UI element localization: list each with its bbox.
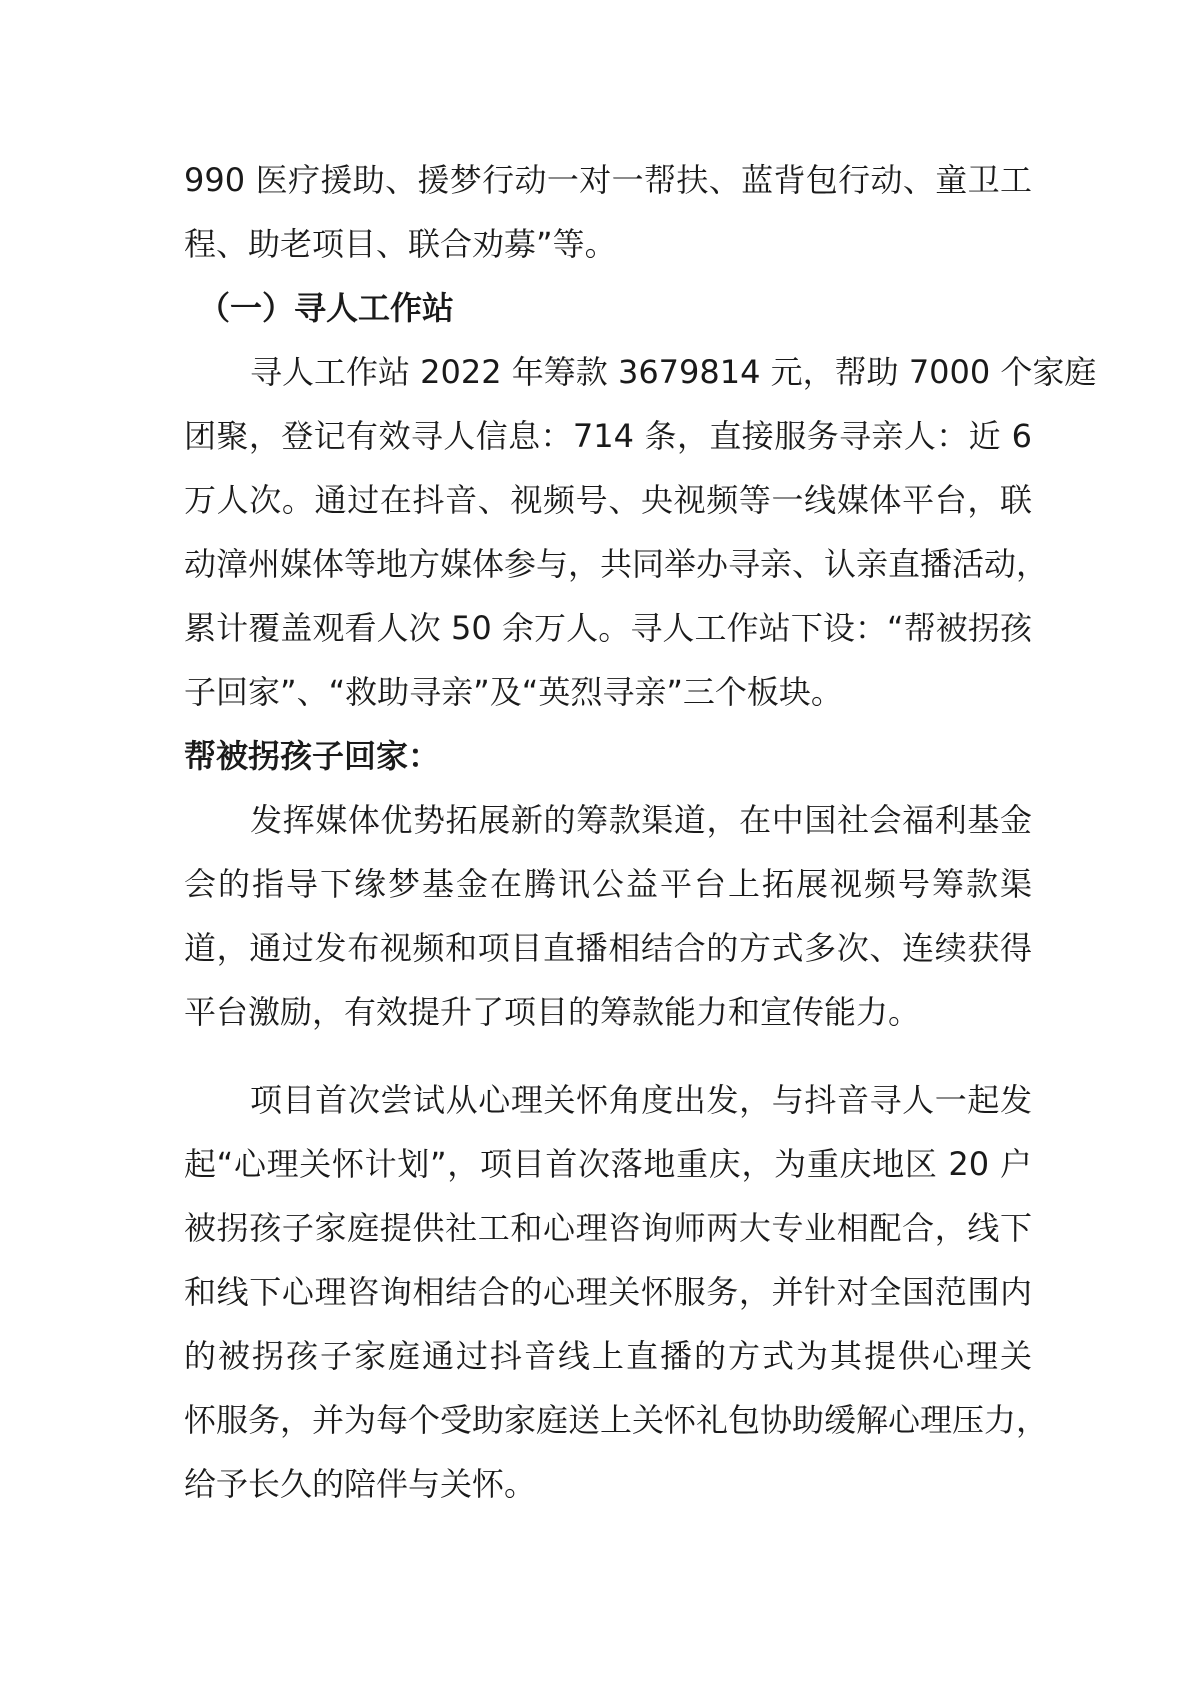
text-line: 道，通过发布视频和项目直播相结合的方式多次、连续获得: [184, 929, 1032, 967]
section-heading: （一）寻人工作站: [198, 289, 455, 327]
text-line: 会的指导下缘梦基金在腾讯公益平台上拓展视频号筹款渠: [184, 865, 1032, 903]
text-line: 发挥媒体优势拓展新的筹款渠道，在中国社会福利基金: [250, 801, 1032, 839]
text-line: 990 医疗援助、援梦行动一对一帮扶、蓝背包行动、童卫工: [184, 161, 1032, 199]
text-line: 万人次。通过在抖音、视频号、央视频等一线媒体平台，联: [184, 481, 1032, 519]
section-paragraph: [184, 340, 1097, 724]
text-line: 子回家”、“救助寻亲”及“英烈寻亲”三个板块。: [184, 673, 843, 711]
text-line: 累计覆盖观看人次 50 余万人。寻人工作站下设：“帮被拐孩: [184, 609, 1032, 647]
text-line: 程、助老项目、联合劝募”等。: [184, 225, 617, 263]
text-line: 和线下心理咨询相结合的心理关怀服务，并针对全国范围内: [184, 1273, 1032, 1311]
subsection-heading: 帮被拐孩子回家：: [184, 737, 441, 775]
text-line: 怀服务，并为每个受助家庭送上关怀礼包协助缓解心理压力，: [184, 1401, 1049, 1439]
text-line: 动漳州媒体等地方媒体参与，共同举办寻亲、认亲直播活动，: [184, 545, 1049, 583]
intro-paragraph: [184, 148, 1032, 276]
text-line: 起“心理关怀计划”，项目首次落地重庆，为重庆地区 20 户: [184, 1145, 1032, 1183]
text-line: 平台激励，有效提升了项目的筹款能力和宣传能力。: [184, 993, 921, 1031]
subsection-paragraph-2: [184, 1068, 1049, 1516]
text-line: 给予长久的陪伴与关怀。: [184, 1465, 537, 1503]
text-line: 的被拐孩子家庭通过抖音线上直播的方式为其提供心理关: [184, 1337, 1032, 1375]
text-line: 项目首次尝试从心理关怀角度出发，与抖音寻人一起发: [250, 1081, 1032, 1119]
text-line: 寻人工作站 2022 年筹款 3679814 元，帮助 7000 个家庭: [250, 353, 1097, 391]
subsection-paragraph-1: [184, 788, 1032, 1044]
text-line: 团聚，登记有效寻人信息：714 条，直接服务寻亲人：近 6: [184, 417, 1032, 455]
document-page: [184, 148, 1097, 1516]
text-line: 被拐孩子家庭提供社工和心理咨询师两大专业相配合，线下: [184, 1209, 1032, 1247]
